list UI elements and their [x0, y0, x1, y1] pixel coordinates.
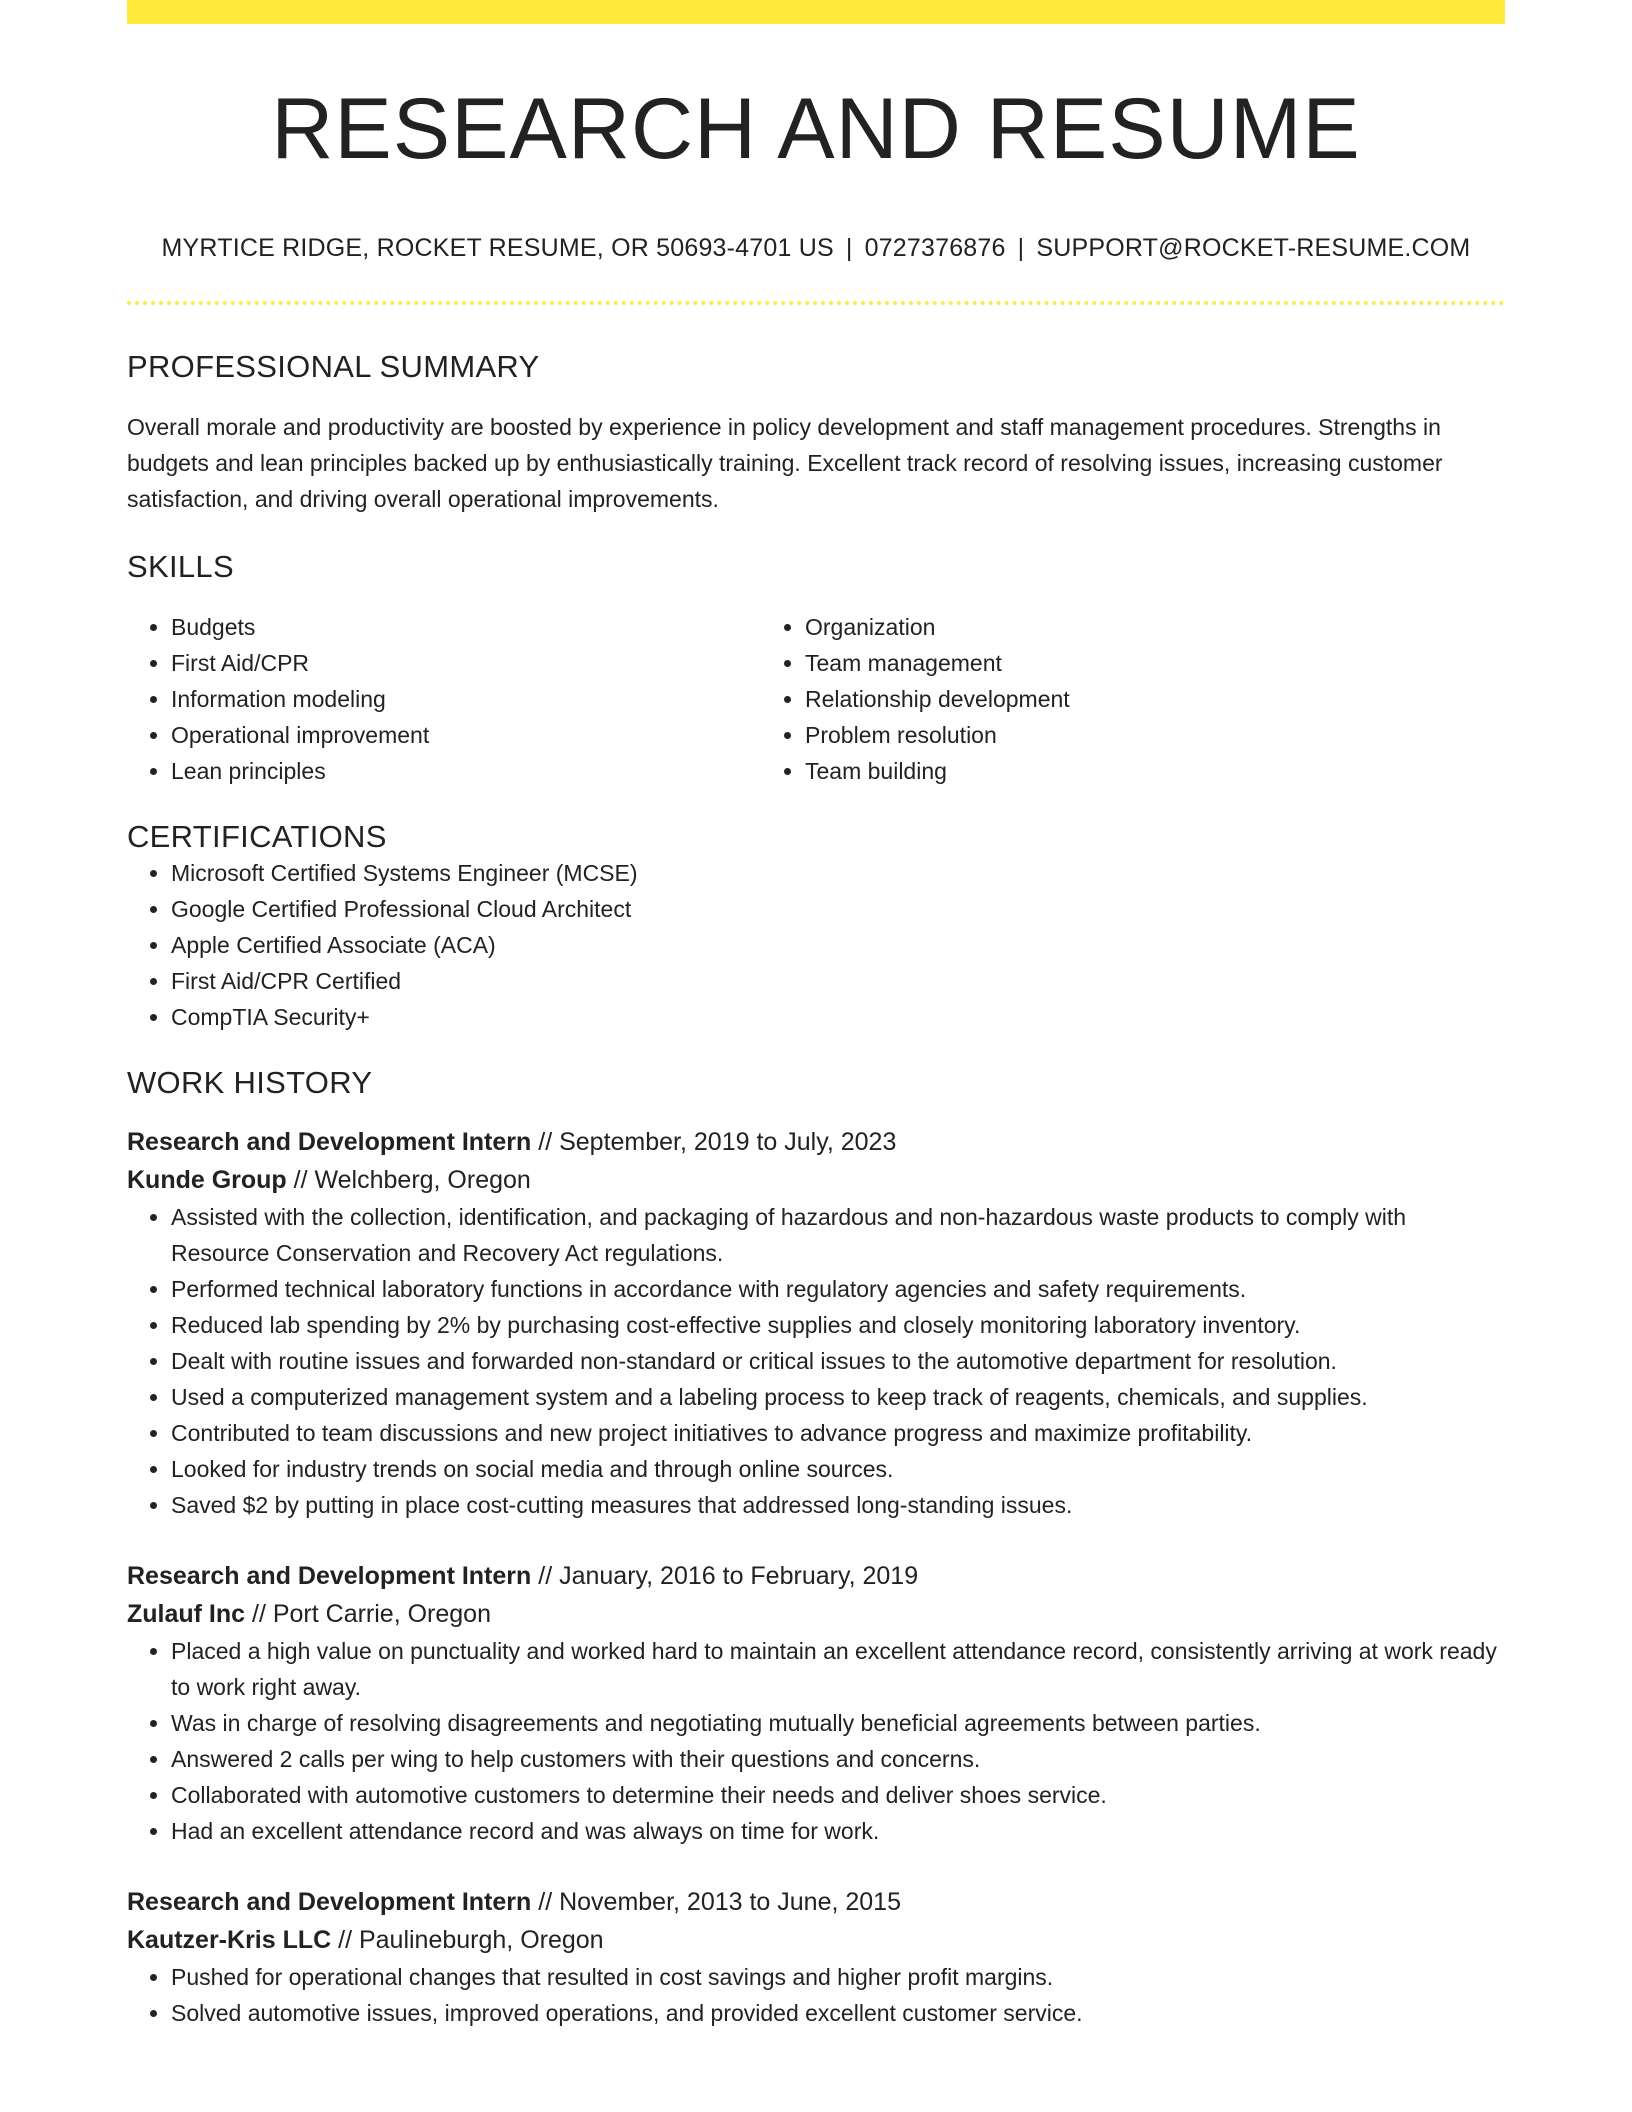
skill-item: • Relationship development: [805, 681, 1395, 717]
job-bullet: • Used a computerized management system and a labeling process to keep track of reagents, chemicals, and supplies.: [171, 1379, 1505, 1415]
contact-address: MYRTICE RIDGE, ROCKET RESUME, OR 50693-4701 US: [161, 234, 834, 262]
job-dates: // September, 2019 to July, 2023: [531, 1128, 897, 1156]
job-location: // Welchberg, Oregon: [286, 1166, 531, 1194]
accent-top-bar: [127, 0, 1505, 24]
dotted-divider: [127, 301, 1505, 305]
job-bullet: • Answered 2 calls per wing to help customers with their questions and concerns.: [171, 1741, 1505, 1777]
job-entry: [127, 1557, 1505, 1849]
job-location: // Paulineburgh, Oregon: [331, 1926, 604, 1954]
certification-item: • Microsoft Certified Systems Engineer (MCSE): [171, 855, 1505, 891]
job-company-line: [127, 1921, 1505, 1959]
job-bullet: • Solved automotive issues, improved operations, and provided excellent customer service.: [171, 1995, 1505, 2031]
skill-item: • Problem resolution: [805, 717, 1395, 753]
job-bullet: • Dealt with routine issues and forwarded non-standard or critical issues to the automotive department for resolution.: [171, 1343, 1505, 1379]
job-entry: [127, 1123, 1505, 1523]
skills-column-right: [761, 609, 1395, 789]
job-bullet: • Was in charge of resolving disagreements and negotiating mutually beneficial agreements between parties.: [171, 1705, 1505, 1741]
skill-item: • First Aid/CPR: [171, 645, 761, 681]
certification-item: • Google Certified Professional Cloud Architect: [171, 891, 1505, 927]
job-company: Zulauf Inc: [127, 1600, 246, 1628]
job-bullet: • Reduced lab spending by 2% by purchasing cost-effective supplies and closely monitoring laboratory inventory.: [171, 1307, 1505, 1343]
job-title-line: [127, 1883, 1505, 1921]
job-role: Research and Development Intern: [127, 1128, 532, 1156]
job-company: Kautzer-Kris LLC: [127, 1926, 332, 1954]
summary-heading: PROFESSIONAL SUMMARY: [127, 349, 540, 384]
contact-separator: |: [1017, 234, 1025, 262]
skill-item: • Team management: [805, 645, 1395, 681]
job-title-line: [127, 1557, 1505, 1595]
job-bullet: • Contributed to team discussions and new project initiatives to advance progress and maximize profitability.: [171, 1415, 1505, 1451]
job-company-line: [127, 1595, 1505, 1633]
job-dates: // November, 2013 to June, 2015: [531, 1888, 901, 1916]
skills-list: [127, 609, 1505, 789]
certification-item: • First Aid/CPR Certified: [171, 963, 1505, 999]
contact-phone: 0727376876: [864, 234, 1006, 262]
job-company: Kunde Group: [127, 1166, 287, 1194]
job-dates: // January, 2016 to February, 2019: [531, 1562, 919, 1590]
certification-item: • CompTIA Security+: [171, 999, 1505, 1035]
skill-item: • Budgets: [171, 609, 761, 645]
job-bullet: • Performed technical laboratory functions in accordance with regulatory agencies and safety requirements.: [171, 1271, 1505, 1307]
job-bullet: • Placed a high value on punctuality and worked hard to maintain an excellent attendance record, consistently arriving at work ready to work right away.: [171, 1633, 1505, 1705]
contact-email: SUPPORT@ROCKET-RESUME.COM: [1036, 234, 1471, 262]
skill-item: • Team building: [805, 753, 1395, 789]
job-bullet: • Looked for industry trends on social media and through online sources.: [171, 1451, 1505, 1487]
job-location: // Port Carrie, Oregon: [245, 1600, 491, 1628]
resume-page: [127, 0, 1505, 2031]
job-bullet: • Assisted with the collection, identification, and packaging of hazardous and non-hazardous waste products to comply with Resource Conservation and Recovery Act regulations.: [171, 1199, 1505, 1271]
skill-item: • Operational improvement: [171, 717, 761, 753]
job-bullet: • Pushed for operational changes that resulted in cost savings and higher profit margins.: [171, 1959, 1505, 1995]
skill-item: • Information modeling: [171, 681, 761, 717]
work-history-heading: WORK HISTORY: [127, 1065, 373, 1100]
skills-heading: SKILLS: [127, 549, 234, 584]
job-bullet: • Saved $2 by putting in place cost-cutting measures that addressed long-standing issues.: [171, 1487, 1505, 1523]
job-title-line: [127, 1123, 1505, 1161]
skill-item: • Lean principles: [171, 753, 761, 789]
job-role: Research and Development Intern: [127, 1562, 532, 1590]
contact-separator: |: [845, 234, 853, 262]
job-bullet: • Collaborated with automotive customers to determine their needs and deliver shoes service.: [171, 1777, 1505, 1813]
certifications-heading: CERTIFICATIONS: [127, 819, 387, 854]
job-bullets: [127, 1199, 1505, 1523]
job-entry: [127, 1883, 1505, 2031]
certification-item: • Apple Certified Associate (ACA): [171, 927, 1505, 963]
job-bullets: [127, 1633, 1505, 1849]
skill-item: • Organization: [805, 609, 1395, 645]
job-role: Research and Development Intern: [127, 1888, 532, 1916]
summary-text: Overall morale and productivity are boosted by experience in policy development and staff management procedures. Strengths in budgets and lean principles backed up by enthusiastically training. Excellent track record of resolving issues, increasing customer satisfaction, and driving overall operational improvements.: [127, 414, 1443, 512]
job-bullet: • Had an excellent attendance record and was always on time for work.: [171, 1813, 1505, 1849]
certifications-list: [127, 855, 1505, 1035]
job-company-line: [127, 1161, 1505, 1199]
contact-line: [127, 234, 1505, 263]
job-bullets: [127, 1959, 1505, 2031]
skills-column-left: [127, 609, 761, 789]
resume-name: RESEARCH AND RESUME: [271, 81, 1361, 177]
